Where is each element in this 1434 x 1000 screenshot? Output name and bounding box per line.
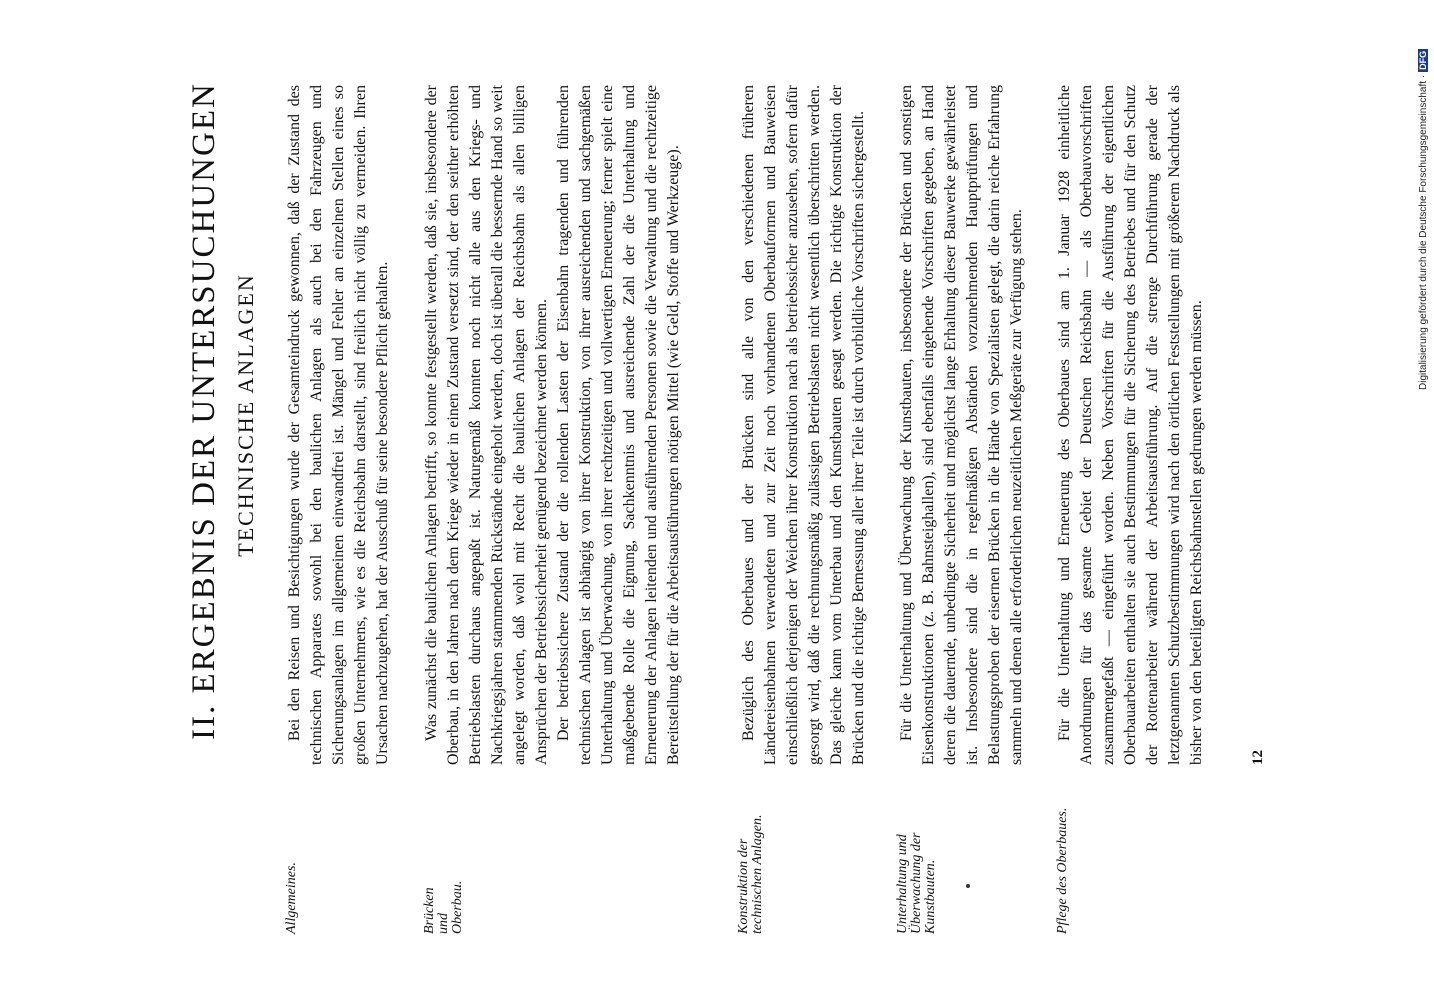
section-unterhaltung — [896, 85, 1028, 765]
section-title: TECHNISCHE ANLAGEN — [233, 273, 258, 557]
dfg-logo: DFG — [1418, 50, 1428, 70]
sidenote-unterhaltung: Unterhaltung und Überwachung der Kunstbauten. — [895, 832, 938, 934]
paragraph-allgemeines: Bei den Reisen und Besichtigungen wurde der Gesamteindruck gewonnen, daß der Zustand des technischen Apparates sowohl bei den baulichen Anlagen als auch bei den Fahrzeugen und Sicherungsanlagen im allgemeinen einwandfrei ist. Mängel und Fehler an einzelnen Stellen eines so großen Unternehmens, wie es die Reichsbahn darstellt, sind freilich nicht völlig zu vermeiden. Ihren Ursachen nachzugehen, hat der Ausschuß für seine besondere Pflicht gehalten. — [286, 85, 391, 765]
paragraph-unterhaltung: Für die Unterhaltung und Überwachung der Kunstbauten, insbesondere der Brücken und sonstigen Eisenkonstruktionen (z. B. Bahnsteighallen), sind ebenfalls eingehende Vorschriften gegeben, an Hand deren die dauernde, unbedingte Sicherheit und möglichst lange Erhaltung dieser Bauwerke gewährleistet ist. Insbesondere sind die in regelmäßigen Abständen vorzunehmenden Hauptprüfungen und Belastungsproben der eisernen Brücken in die Hände von Spezialisten gelegt, die darin reiche Erfahrung sammeln und denen alle erforderlichen neuzeitlichen Meßgeräte zur Verfügung stehen. — [898, 85, 1025, 765]
paragraph-bruecken-1: Was zunächst die baulichen Anlagen betrifft, so konnte festgestellt werden, daß sie, insbesondere der Oberbau, in den Jahren nach dem Kriege wieder in einen Zustand versetzt sind, der den seither erhöhten Betriebslasten durchaus angepaßt ist. Naturgemäß konnten noch nicht alle aus den Kriegs- und Nachkriegsjahren stammenden Rückstände eingeholt werden, doch ist überall die bessernde Hand so weit angelegt worden, daß wohl mit Recht die baulichen Anlagen der Reichsbahn als allen billigen Ansprüchen der Betriebssicherheit genügend bezeichnet werden können. — [423, 85, 550, 765]
margin-dot — [966, 884, 970, 888]
chapter-title: II. ERGEBNIS DER UNTERSUCHUNGEN — [186, 82, 222, 740]
digitization-credit — [1418, 49, 1429, 390]
sidenote-konstruktion: Konstruktion der technischen Anlagen. — [736, 814, 765, 934]
section-pflege — [1054, 85, 1208, 765]
paragraph-bruecken-2: Der betriebssichere Zustand der die rollenden Lasten der Eisenbahn tragenden und führenden technischen Anlagen ist abhängig von ihrer Konstruktion, von ihrer ausreichenden und sachgemäßen Unterhaltung und Überwachung, von ihrer rechtzeitigen und vollwertigen Erneuerung; ferner spielt eine maßgebende Rolle die Eignung, Sachkenntnis und ausreichende Zahl der die Unterhaltung und Erneuerung der Anlagen leitenden und ausführenden Personen sowie die Verwaltung und die rechtzeitige Bereitstellung der für die Arbeitsausführungen nötigen Mittel (wie Geld, Stoffe und Werkzeuge). — [555, 85, 682, 765]
credit-text: Digitalisierung gefördert durch die Deutsche Forschungsgemeinschaft · — [1418, 74, 1429, 390]
section-bruecken — [421, 85, 685, 765]
sidenote-allgemeines: Allgemeines. — [284, 862, 299, 934]
page-number: 12 — [1250, 750, 1266, 765]
paragraph-konstruktion: Bezüglich des Oberbaues und der Brücken sind alle von den verschiedenen früheren Ländereisenbahnen verwendeten und zur Zeit noch vorhandenen Oberbauformen und Bauweisen einschließlich derjenigen der Weichen ihrer Konstruktion nach als betriebssicher anzusehen, sofern dafür gesorgt wird, daß die rechnungsmäßig zulässigen Betriebslasten nicht wesentlich überschritten werden. Das gleiche kann vom Unterbau und den Kunstbauten gesagt werden. Die richtige Konstruktion der Brücken und die richtige Bemessung aller ihrer Teile ist durch vorbildliche Vorschriften sichergestellt. — [740, 85, 867, 765]
sidenote-pflege: Pflege des Oberbaues. — [1055, 807, 1070, 934]
paragraph-pflege: Für die Unterhaltung und Erneuerung des Oberbaues sind am 1. Januar 1928 einheitliche Anordnungen für das gesamte Gebiet der Deutschen Reichsbahn — als Oberbauvorschriften zusammengefaßt — eingeführt worden. Neben Vorschriften für die Ausführung der eigentlichen Oberbauarbeiten enthalten sie auch Bestimmungen für die Sicherung des Betriebes und für den Schutz der Rottenarbeiter während der Arbeitsausführung. Auf die strenge Durchführung gerade der letztgenannten Schutzbestimmungen wird nach den örtlichen Feststellungen mit größerem Nachdruck als bisher von den beteiligten Reichsbahnstellen gedrungen werden müssen. — [1056, 85, 1205, 765]
section-allgemeines — [284, 85, 394, 765]
sidenote-bruecken: Brücken und Oberbau. — [422, 880, 465, 934]
section-konstruktion — [738, 85, 870, 765]
